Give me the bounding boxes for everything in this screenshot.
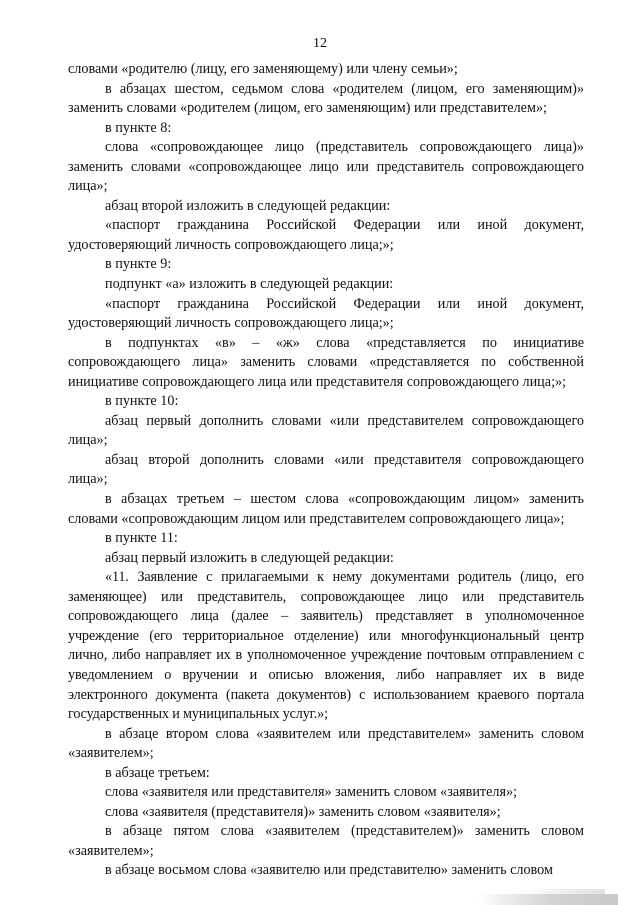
- paragraph: подпункт «а» изложить в следующей редакции:: [105, 276, 394, 293]
- paragraph: в абзацах шестом, седьмом слова «родителем (лицом, его заменяющим)» заменить словами «родителем (лицом, его заменяющим) или представителем»;: [68, 80, 584, 117]
- paragraph: абзац второй изложить в следующей редакции:: [105, 197, 391, 214]
- paragraph: абзац первый изложить в следующей редакции:: [105, 549, 394, 566]
- paragraph: в абзаце восьмом слова «заявителю или представителю» заменить словом: [105, 862, 553, 879]
- paragraph: в абзаце втором слова «заявителем или представителем» заменить словом «заявителем»;: [68, 725, 584, 762]
- paragraph: абзац второй дополнить словами «или представителя сопровождающего лица»;: [68, 451, 584, 488]
- paragraph: в абзаце третьем:: [105, 764, 210, 781]
- page-number: 12: [313, 36, 327, 51]
- paragraph: в пункте 8:: [105, 119, 172, 136]
- paragraph: «паспорт гражданина Российской Федерации или иной документ, удостоверяющий личность сопровождающего лица;»;: [68, 217, 584, 253]
- quoted-paragraph: «11. Заявление с прилагаемыми к нему документами родитель (лицо, его заменяющее) или представитель, сопровождающее лицо или представитель сопровождающего лица (далее – заявитель) представляет в уполномоченное учреждение (его территориальное отделение) или многофункциональный центр лично, либо направляет их в уполномоченное учреждение почтовым отправлением с уведомлением о вручении и описью вложения, либо направляет их в виде электронного документа (пакета документов) с использованием краевого портала государственных и муниципальных услуг.»;: [68, 569, 584, 723]
- paragraph: слова «заявителя или представителя» заменить словом «заявителя»;: [105, 784, 518, 801]
- paragraph: слова «заявителя (представителя)» заменить словом «заявителя»;: [105, 803, 501, 820]
- paragraph: в абзацах третьем – шестом слова «сопровождающим лицом» заменить словами «сопровождающим лицом или представителем сопровождающего лица»;: [68, 491, 584, 527]
- paragraph: в пункте 10:: [105, 393, 179, 410]
- paragraph: абзац первый дополнить словами «или представителем сопровождающего лица»;: [68, 412, 584, 449]
- paragraph: в пункте 11:: [105, 530, 178, 547]
- paragraph: в абзаце пятом слова «заявителем (представителем)» заменить словом «заявителем»;: [68, 823, 584, 859]
- paragraph: слова «сопровождающее лицо (представитель сопровождающего лица)» заменить словами «сопровождающее лицо или представитель сопровождающего лица»;: [68, 139, 584, 195]
- paragraph: словами «родителю (лицу, его заменяющему) или члену семьи»;: [68, 61, 458, 77]
- paragraph: «паспорт гражданина Российской Федерации или иной документ, удостоверяющий личность сопровождающего лица;»;: [68, 295, 584, 332]
- paragraph: в подпунктах «в» – «ж» слова «представляется по инициативе сопровождающего лица» заменить словами «представляется по собственной инициативе сопровождающего лица или представителя сопровождающего лица;»;: [68, 334, 584, 390]
- scan-shadow: [478, 894, 618, 905]
- paragraph: в пункте 9:: [105, 256, 172, 273]
- document-body: [68, 60, 584, 881]
